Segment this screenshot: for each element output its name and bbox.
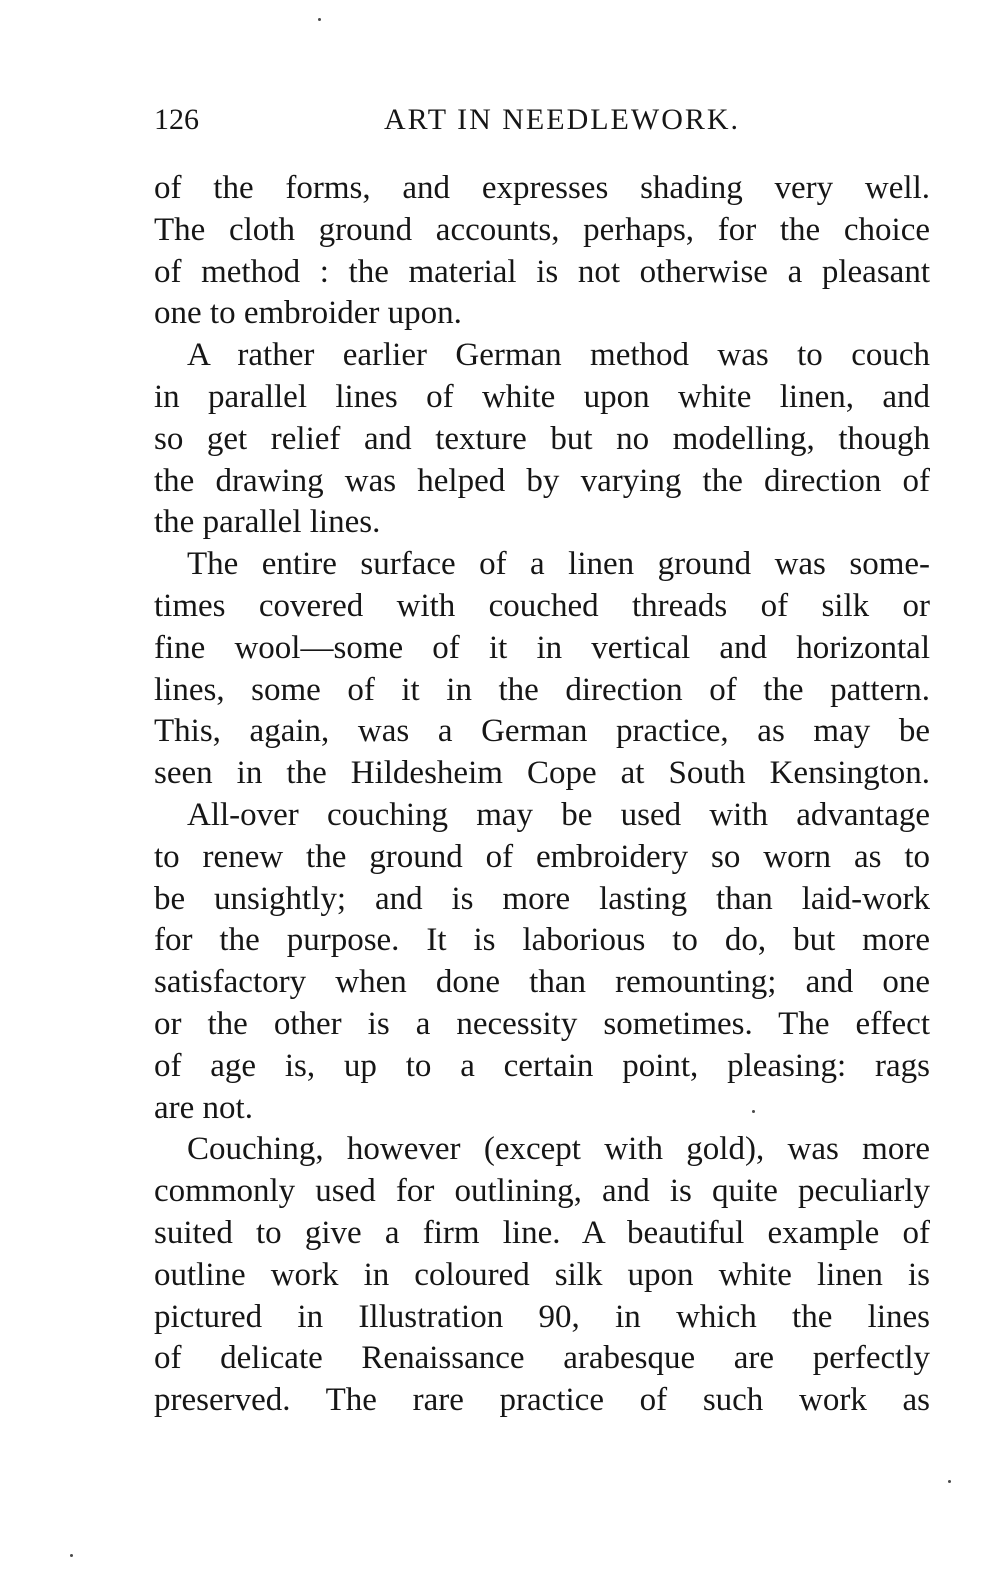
- text-line: All-over couching may be used with advantage: [187, 796, 930, 833]
- text-line: for the purpose. It is laborious to do, but more: [154, 922, 930, 959]
- text-line: commonly used for outlining, and is quite peculiarly: [154, 1173, 930, 1210]
- text-line: A rather earlier German method was to couch: [187, 337, 930, 374]
- text-line: suited to give a firm line. A beautiful example of: [154, 1214, 930, 1251]
- text-line: or the other is a necessity sometimes. The effect: [154, 1005, 930, 1042]
- text-line: the drawing was helped by varying the direction of: [154, 462, 930, 499]
- paragraph: [154, 1129, 930, 1422]
- text-line: pictured in Illustration 90, in which the lines: [154, 1298, 930, 1335]
- paragraph: [154, 335, 930, 544]
- text-line: be unsightly; and is more lasting than laid-work: [154, 880, 930, 917]
- text-line: are not.: [154, 1089, 253, 1126]
- text-line: The entire surface of a linen ground was some-: [187, 546, 930, 583]
- text-line: fine wool—some of it in vertical and horizontal: [154, 629, 930, 666]
- running-title: ART IN NEEDLEWORK.: [383, 103, 741, 136]
- scan-speck: [948, 1480, 951, 1483]
- page-number: 126: [154, 103, 199, 136]
- scan-speck: [752, 1110, 755, 1113]
- text-line: of delicate Renaissance arabesque are perfectly: [154, 1340, 930, 1377]
- body-text: [154, 168, 930, 1422]
- text-line: of method : the material is not otherwise a pleasant: [154, 253, 930, 290]
- text-line: This, again, was a German practice, as may be: [154, 713, 930, 750]
- paragraph: [154, 544, 930, 795]
- text-line: Couching, however (except with gold), was more: [187, 1131, 930, 1168]
- text-line: lines, some of it in the direction of the pattern.: [154, 671, 930, 708]
- paragraph: [154, 795, 930, 1129]
- text-line: so get relief and texture but no modelling, though: [154, 420, 930, 457]
- paragraph: [154, 168, 930, 335]
- scan-speck: [318, 18, 321, 21]
- text-line: of age is, up to a certain point, pleasing: rags: [154, 1047, 930, 1084]
- text-line: one to embroider upon.: [154, 295, 462, 332]
- text-line: of the forms, and expresses shading very well.: [154, 170, 930, 206]
- text-line: the parallel lines.: [154, 504, 381, 541]
- text-line: outline work in coloured silk upon white linen is: [154, 1256, 930, 1293]
- text-line: to renew the ground of embroidery so worn as to: [154, 838, 930, 875]
- scan-speck: [70, 1554, 73, 1557]
- text-line: times covered with couched threads of silk or: [154, 587, 930, 624]
- text-line: in parallel lines of white upon white linen, and: [154, 378, 930, 415]
- text-line: seen in the Hildesheim Cope at South Kensington.: [154, 755, 930, 792]
- text-line: preserved. The rare practice of such work as: [154, 1382, 930, 1419]
- text-line: satisfactory when done than remounting; and one: [154, 964, 930, 1001]
- text-line: The cloth ground accounts, perhaps, for the choice: [154, 211, 930, 248]
- running-head: [154, 98, 930, 142]
